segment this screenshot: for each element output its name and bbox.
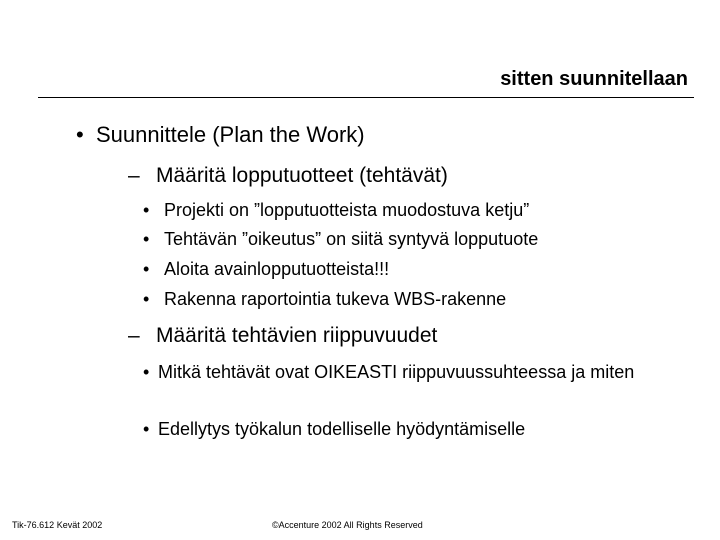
bullet-mark: • (143, 229, 150, 249)
section1-heading (128, 164, 448, 188)
slide-title: sitten suunnitellaan (500, 68, 688, 90)
bullet-mark: • (143, 419, 150, 439)
section2-heading (128, 324, 437, 348)
section1-item-text: Rakenna raportointia tukeva WBS-rakenne (164, 289, 507, 309)
dash-mark: – (128, 164, 140, 187)
section2-item (143, 419, 698, 440)
section1-item (143, 229, 538, 250)
section2-item-text: Edellytys työkalun todelliselle hyödyntämiselle (158, 419, 526, 439)
section1-item (143, 259, 389, 280)
footer-course-code: Tik-76.612 Kevät 2002 (12, 520, 103, 530)
bullet-mark: • (143, 289, 150, 309)
bullet-text: Suunnittele (Plan the Work) (96, 122, 365, 147)
bullet-mark: • (143, 259, 150, 279)
footer-copyright: ©Accenture 2002 All Rights Reserved (272, 520, 423, 530)
section1-item-text: Projekti on ”lopputuotteista muodostuva ketju” (164, 200, 530, 220)
bullet-level1 (76, 122, 365, 148)
dash-mark: – (128, 324, 140, 347)
section1-heading-text: Määritä lopputuotteet (tehtävät) (156, 164, 448, 187)
section2-item-text: Mitkä tehtävät ovat OIKEASTI riippuvuussuhteessa ja miten (158, 362, 635, 382)
bullet-mark: • (143, 200, 150, 220)
section1-item-text: Tehtävän ”oikeutus” on siitä syntyvä lopputuote (164, 229, 539, 249)
section1-item (143, 200, 529, 221)
section2-item (143, 362, 698, 383)
title-divider (38, 97, 694, 98)
section1-item-text: Aloita avainlopputuotteista!!! (164, 259, 390, 279)
section2-heading-text: Määritä tehtävien riippuvuudet (156, 324, 438, 347)
bullet-mark: • (143, 362, 150, 382)
bullet-mark: • (76, 122, 84, 147)
section1-item (143, 289, 506, 310)
